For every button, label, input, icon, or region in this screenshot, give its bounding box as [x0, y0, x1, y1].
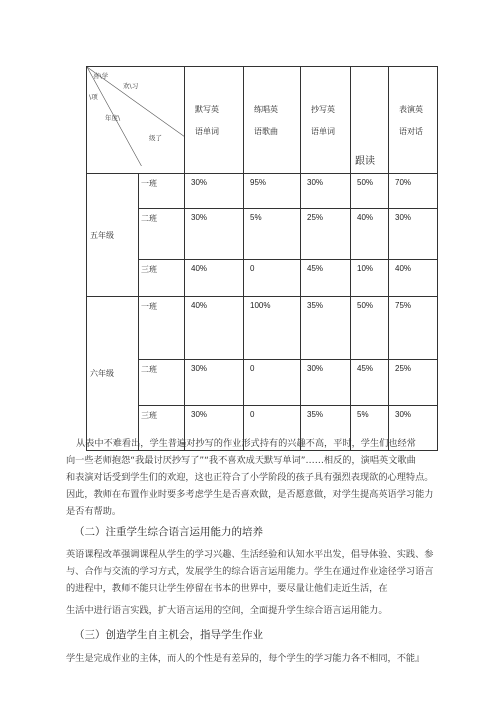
paragraph-line: 是否有帮助。	[66, 506, 122, 517]
table-row	[87, 209, 438, 260]
paragraph-line: 学生是完成作业的主体，而人的个性是有差异的，每个学生的学习能力各不相同，不能』	[66, 653, 425, 664]
table-row	[87, 360, 438, 406]
value-cell: 40%	[185, 297, 244, 360]
grade-label: 六年级	[87, 297, 139, 451]
value-cell: 0	[244, 260, 301, 297]
header-dialogue: 表演英 语对话	[389, 67, 438, 174]
value-cell: 30%	[301, 174, 351, 209]
value-cell: 35%	[301, 297, 351, 360]
value-cell: 100%	[244, 297, 301, 360]
paragraph-line: 的进程中，教师不能只让学生停留在书本的世界中，要尽量让他们走近生活，在	[66, 583, 388, 594]
value-cell: 30%	[301, 360, 351, 406]
paragraph-line: 英语课程改革强调课程从学生的学习兴趣、生活经验和认知水平出发，倡导体验、实践、参	[66, 549, 434, 560]
value-cell: 50%	[351, 174, 389, 209]
corner-fragment: 级了	[149, 134, 162, 142]
value-cell: 10%	[351, 260, 389, 297]
corner-fragment: \项	[89, 93, 98, 101]
homework-interest-table	[86, 66, 438, 451]
class-label: 三班	[139, 260, 185, 297]
value-cell: 0	[244, 406, 301, 451]
diagonal-corner-cell	[87, 67, 185, 174]
value-cell: 95%	[244, 174, 301, 209]
table-row	[87, 174, 438, 209]
corner-fragment: 年度\	[105, 114, 121, 122]
value-cell: 0	[244, 360, 301, 406]
grade-label: 五年级	[87, 174, 139, 297]
corner-fragment: 喜\学	[93, 72, 109, 80]
section-heading: （三）创造学生自主机会，指导学生作业	[74, 629, 263, 641]
value-cell: 30%	[185, 406, 244, 451]
section-heading: （二）注重学生综合语言运用能力的培养	[74, 526, 263, 538]
paragraph-line: 向一些老师抱怨“我最讨厌抄写了”“我不喜欢成天默写单词”……相反的，演唱英文歌曲	[66, 455, 416, 466]
value-cell: 50%	[351, 297, 389, 360]
value-cell: 25%	[389, 360, 438, 406]
value-cell: 30%	[185, 209, 244, 260]
class-label: 一班	[139, 297, 185, 360]
paragraph-line: 从表中不难看出，学生普遍对抄写的作业形式持有的兴趣不高，平时，学生们也经常	[76, 438, 416, 449]
table-row	[87, 297, 438, 360]
value-cell: 40%	[389, 260, 438, 297]
value-cell: 30%	[185, 360, 244, 406]
class-label: 三班	[139, 406, 185, 451]
value-cell: 5%	[244, 209, 301, 260]
value-cell: 30%	[185, 174, 244, 209]
header-songs: 练唱英 语歌曲	[244, 67, 301, 174]
paragraph-line: 因此，教师在布置作业时要多考虑学生是否喜欢做，是否愿意做，对学生提高英语学习能力	[66, 489, 434, 500]
class-label: 二班	[139, 209, 185, 260]
value-cell: 45%	[301, 260, 351, 297]
class-label: 二班	[139, 360, 185, 406]
value-cell: 40%	[185, 260, 244, 297]
header-read-along: 跟读	[351, 67, 389, 174]
value-cell: 35%	[301, 406, 351, 451]
header-copying: 抄写英 语单词	[301, 67, 351, 174]
value-cell: 25%	[301, 209, 351, 260]
value-cell: 40%	[351, 209, 389, 260]
value-cell: 30%	[389, 209, 438, 260]
header-dictation: 默写英 语单词	[185, 67, 244, 174]
table-header-row	[87, 67, 438, 174]
class-label: 一班	[139, 174, 185, 209]
value-cell: 30%	[389, 406, 438, 451]
value-cell: 75%	[389, 297, 438, 360]
value-cell: 45%	[351, 360, 389, 406]
value-cell: 5%	[351, 406, 389, 451]
value-cell: 70%	[389, 174, 438, 209]
paragraph-line: 与、合作与交流的学习方式，发展学生的综合语言运用能力。学生在通过作业途径学习语言	[66, 566, 434, 577]
paragraph-line: 和表演对话受到学生们的欢迎，这也正符合了小学阶段的孩子具有强烈表现欲的心理特点。	[66, 472, 434, 483]
paragraph-line: 生活中进行语言实践，扩大语言运用的空间，全面提升学生综合语言运用能力。	[66, 605, 388, 616]
corner-fragment: 欢\习	[123, 82, 139, 90]
table-row	[87, 260, 438, 297]
